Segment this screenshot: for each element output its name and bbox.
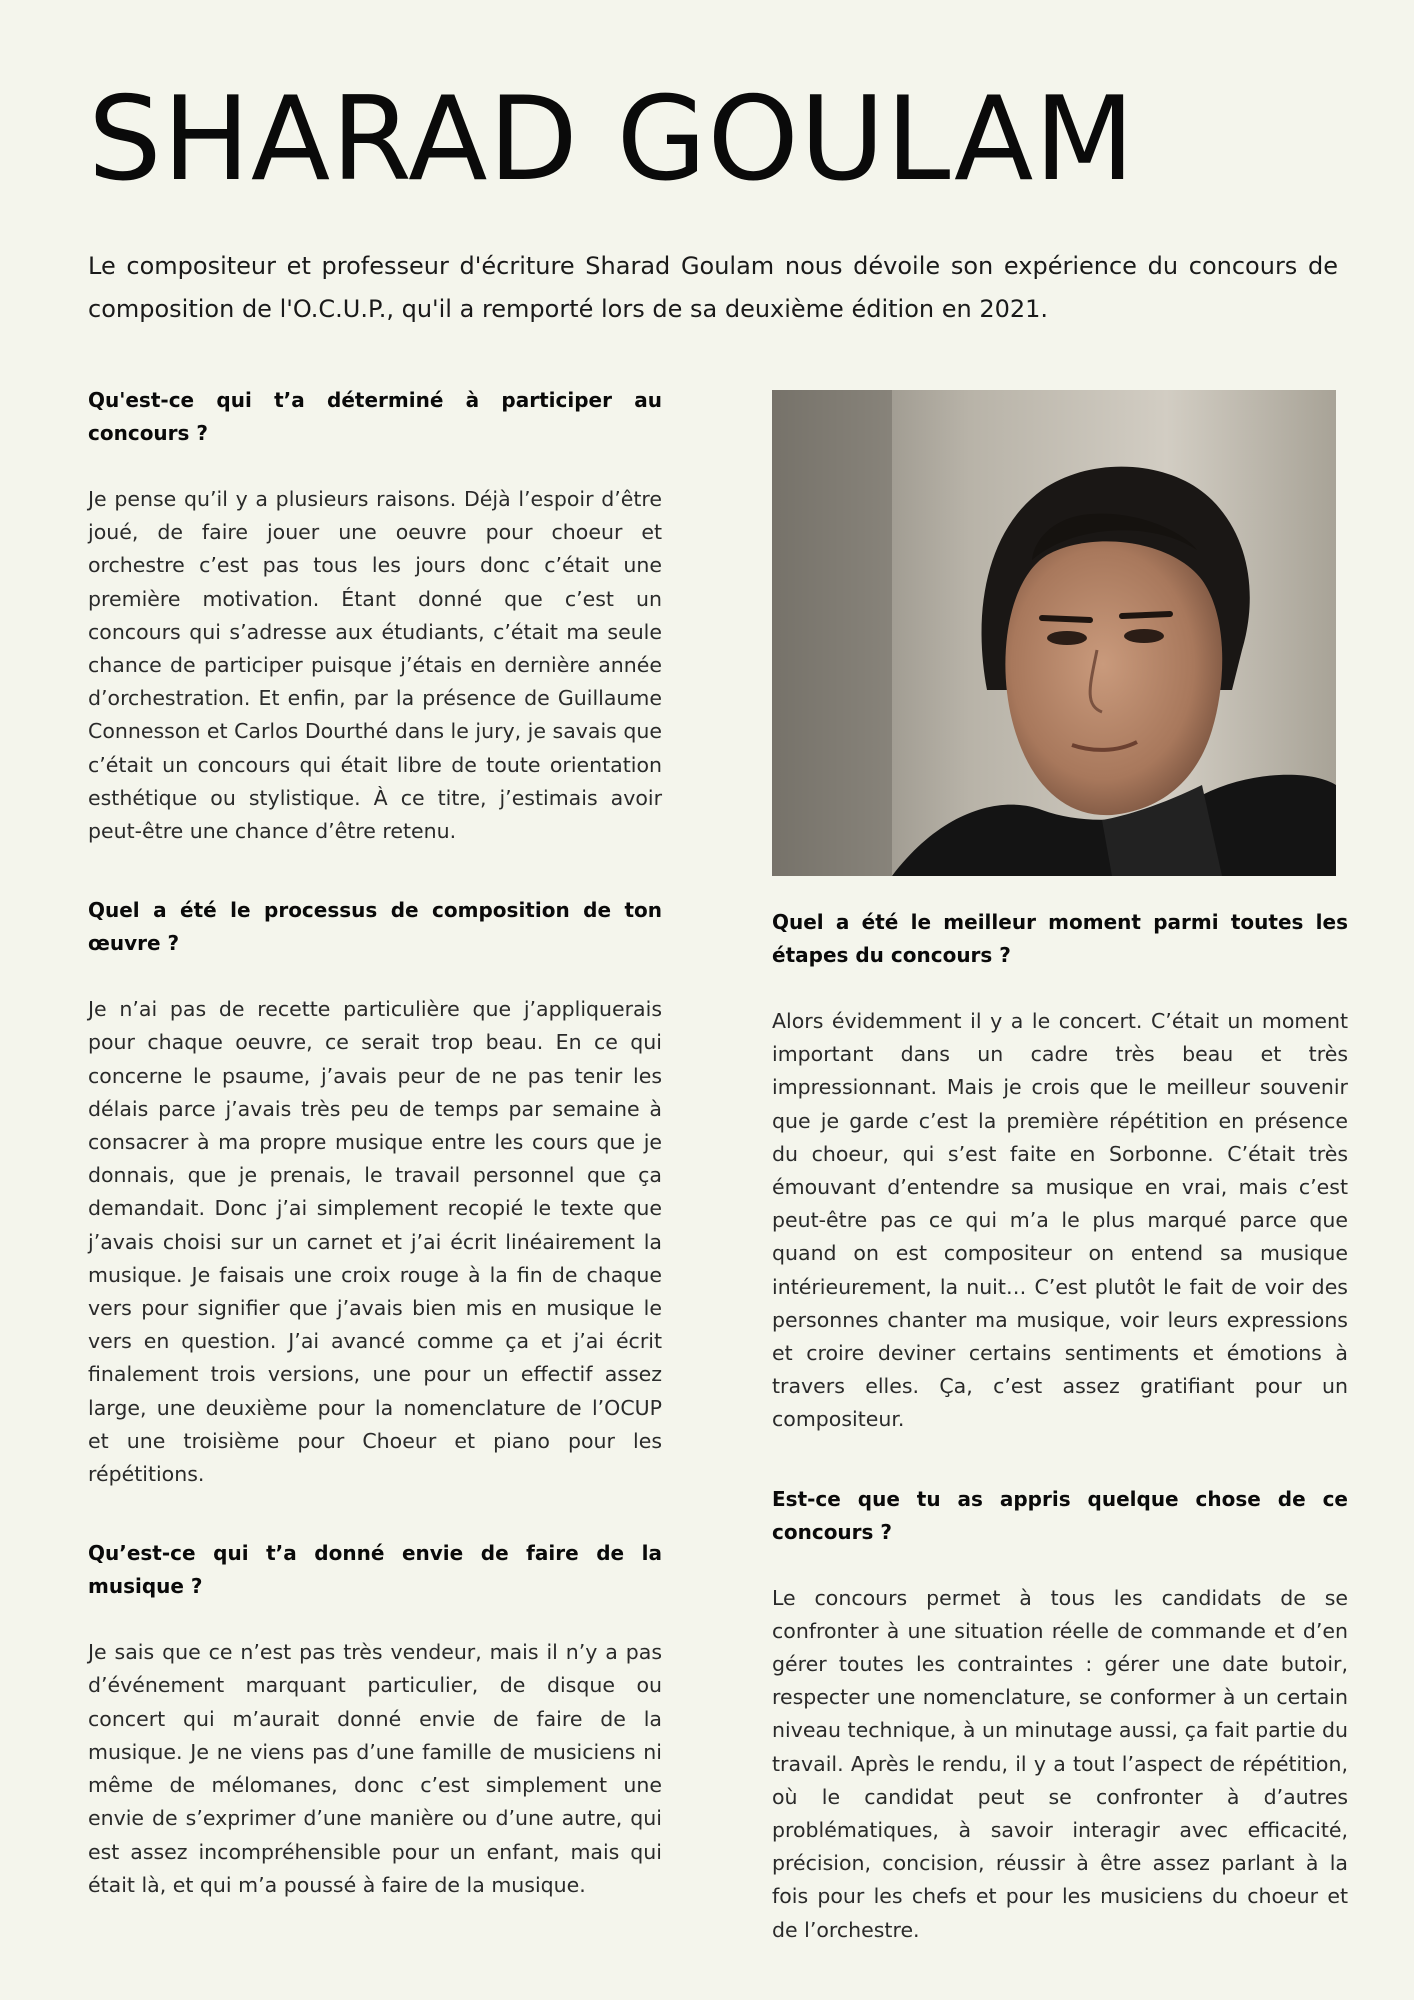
question-heading: Quel a été le meilleur moment parmi toutes les étapes du concours ? xyxy=(772,910,1348,967)
answer-paragraph: Alors évidemment il y a le concert. C’était un moment important dans un cadre très beau et très impressionnant. Mais je crois que le meilleur souvenir que je garde c’est la première répétition en présence du choeur, qui s’est faite en Sorbonne. C’était très émouvant d’entendre sa musique en vrai, mais c’est peut-être pas ce qui m’a le plus marqué parce que quand on est compositeur on entend sa musique intérieurement, la nuit… C’est plutôt le fait de voir des personnes chanter ma musique, voir leurs expressions et croire deviner certains sentiments et émotions à travers elles. Ça, c’est assez gratifiant pour un compositeur. xyxy=(772,1009,1348,1432)
portrait-photo xyxy=(772,390,1336,876)
answer-paragraph: Je sais que ce n’est pas très vendeur, mais il n’y a pas d’événement marquant particulier, de disque ou concert qui m’aurait donné envie de faire de la musique. Je ne viens pas d’une famille de musiciens ni même de mélomanes, donc c’est simplement une envie de s’exprimer d’une manière ou d’une autre, qui est assez incompréhensible pour un enfant, mais qui était là, et qui m’a poussé à faire de la musique. xyxy=(88,1640,662,1897)
question-heading: Qu'est-ce qui t’a déterminé à participer au concours ? xyxy=(88,388,662,445)
article-intro: Le compositeur et professeur d'écriture Sharad Goulam nous dévoile son expérience du concours de composition de l'O.C.U.P., qu'il a remporté lors de sa deuxième édition en 2021. xyxy=(88,252,1338,323)
portrait-illustration xyxy=(772,390,1336,876)
question-heading: Est-ce que tu as appris quelque chose de ce concours ? xyxy=(772,1486,1348,1544)
question-heading: Quel a été le processus de composition de ton œuvre ? xyxy=(88,898,662,956)
article-title: SHARAD GOULAM xyxy=(88,72,1136,207)
answer-paragraph: Je n’ai pas de recette particulière que j’appliquerais pour chaque oeuvre, ce serait trop beau. En ce qui concerne le psaume, j’avais peur de ne pas tenir les délais parce j’avais très peu de temps par semaine à consacrer à ma propre musique entre les cours que je donnais, que je prenais, le travail personnel que ça demandait. Donc j’ai simplement recopié le texte que j’avais choisi sur un carnet et j’ai écrit linéairement la musique. Je faisais une croix rouge à la fin de chaque vers pour signifier que j’avais bien mis en musique le vers en question. J’ai avancé comme ça et j’ai écrit finalement trois versions, une pour un effectif assez large, une deuxième pour la nomenclature de l’OCUP et une troisième pour Choeur et piano pour les répétitions. xyxy=(88,997,662,1487)
right-column xyxy=(772,906,1348,1947)
question-heading: Qu’est-ce qui t’a donné envie de faire de la musique ? xyxy=(88,1541,662,1599)
answer-paragraph: Le concours permet à tous les candidats de se confronter à une situation réelle de commande et d’en gérer toutes les contraintes : gérer une date butoir, respecter une nomenclature, se conformer à un certain niveau technique, à un minutage aussi, ça fait partie du travail. Après le rendu, il y a tout l’aspect de répétition, où le candidat peut se confronter à d’autres problématiques, à savoir interagir avec efficacité, précision, concision, réussir à être assez parlant à la fois pour les chefs et pour les musiciens du choeur et de l’orchestre. xyxy=(772,1585,1348,1942)
left-column xyxy=(88,384,662,1902)
answer-paragraph: Je pense qu’il y a plusieurs raisons. Déjà l’espoir d’être joué, de faire jouer une oeuvre pour choeur et orchestre c’est pas tous les jours donc c’était une première motivation. Étant donné que c’est un concours qui s’adresse aux étudiants, c’était ma seule chance de participer puisque j’étais en dernière année d’orchestration. Et enfin, par la présence de Guillaume Connesson et Carlos Dourthé dans le jury, je savais que c’était un concours qui était libre de toute orientation esthétique ou stylistique. À ce titre, j’estimais avoir peut-être une chance d’être retenu. xyxy=(88,487,662,844)
